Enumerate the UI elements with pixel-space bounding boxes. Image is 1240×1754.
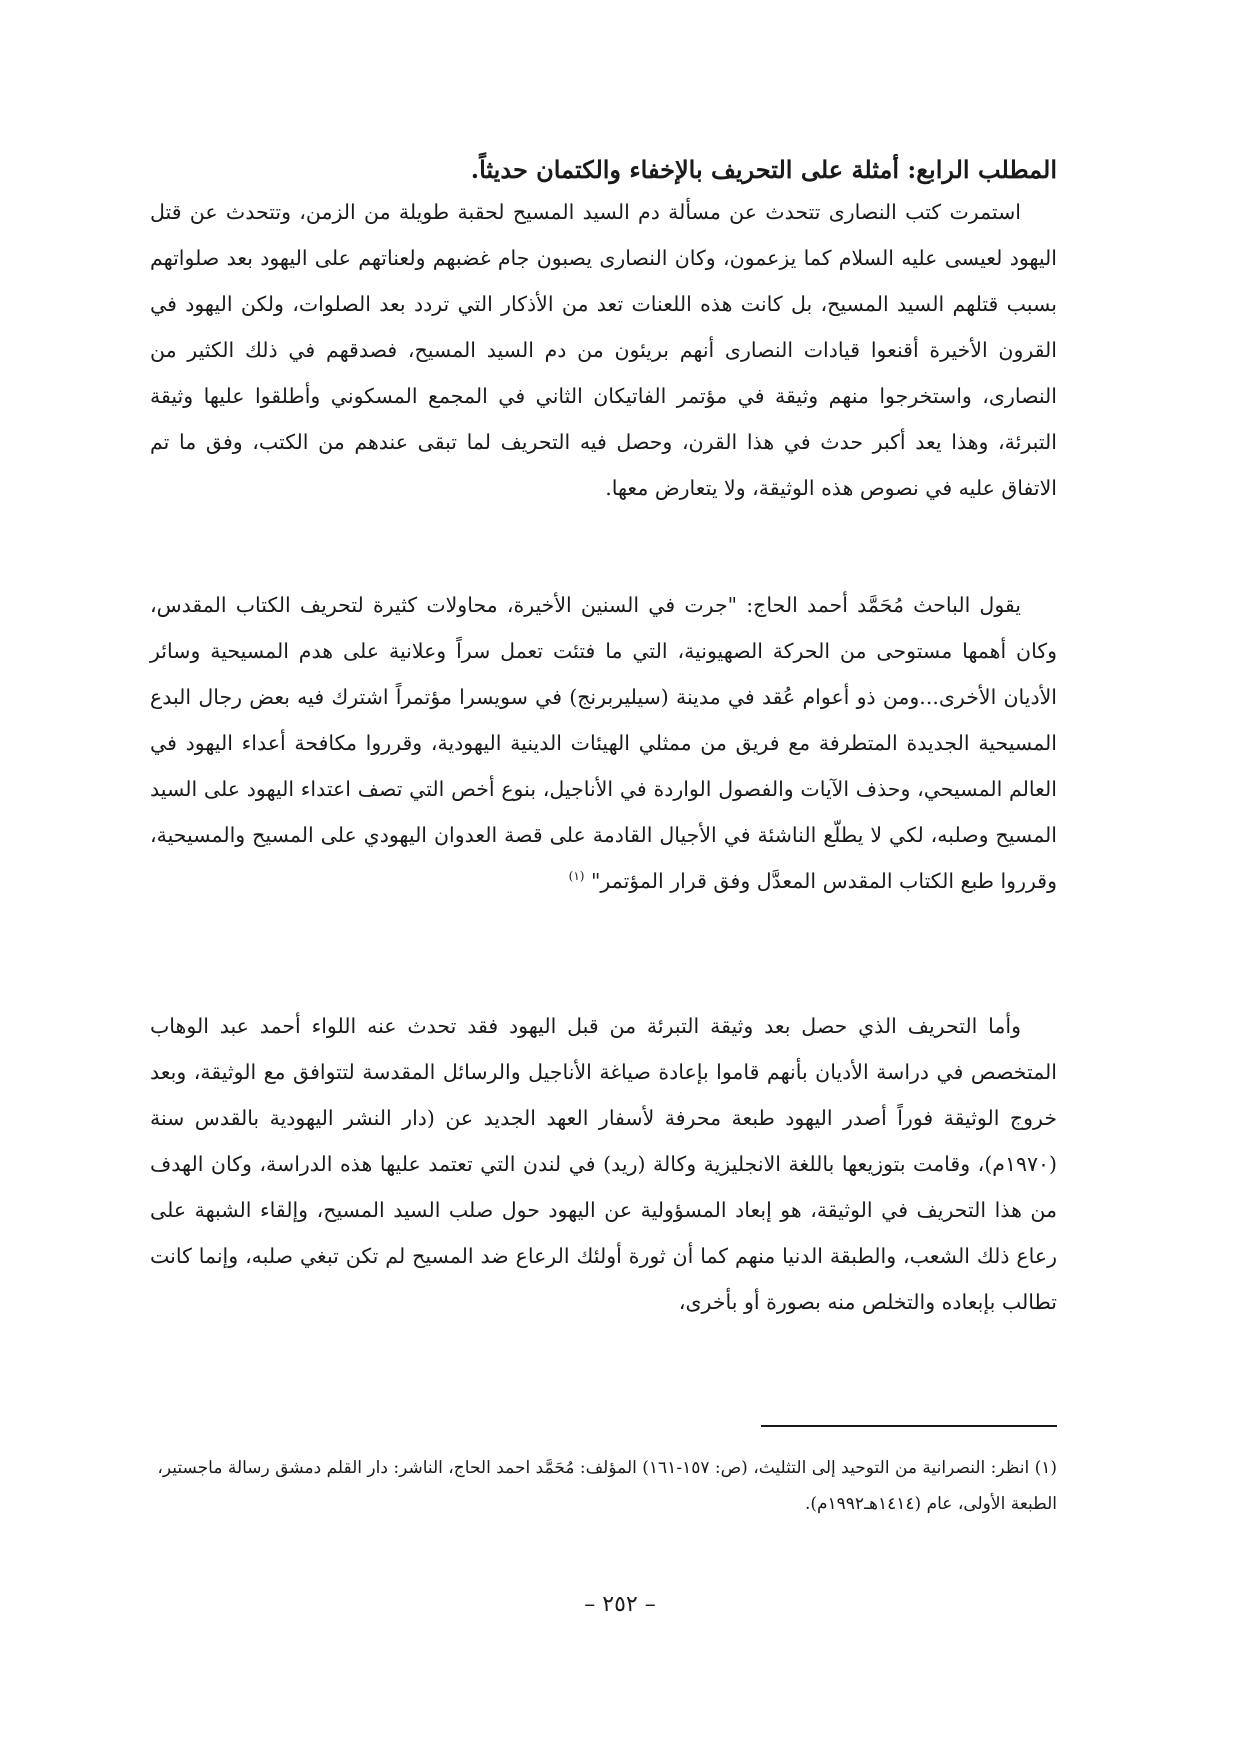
paragraph-1: استمرت كتب النصارى تتحدث عن مسألة دم السيد المسيح لحقبة طويلة من الزمن، وتتحدث عن قتل اليهود لعيسى عليه السلام كما يزعمون، وكان النصارى يصبون جام غضبهم ولعناتهم على اليهود بعد صلواتهم بسبب قتلهم السيد المسيح، بل كانت هذه اللعنات تعد من الأذكار التي تردد بعد الصلوات، ولكن اليهود في القرون الأخيرة أقنعوا قيادات النصارى أنهم بريئون من دم السيد المسيح، فصدقهم في ذلك الكثير من النصارى، واستخرجوا منهم وثيقة في مؤتمر الفاتيكان الثاني في المجمع المسكوني وأطلقوا عليها وثيقة التبرئة، وهذا يعد أكبر حدث في هذا القرن، وحصل فيه التحريف لما تبقى عندهم من الكتب، وفق ما تم الاتفاق عليه في نصوص هذه الوثيقة، ولا يتعارض معها. xyxy=(150,200,1057,500)
footnote-divider xyxy=(761,1425,1057,1427)
paragraph-3: وأما التحريف الذي حصل بعد وثيقة التبرئة من قبل اليهود فقد تحدث عنه اللواء أحمد عبد الوهاب المتخصص في دراسة الأديان بأنهم قاموا بإعادة صياغة الأناجيل والرسائل المقدسة لتتوافق مع الوثيقة، وبعد خروج الوثيقة فوراً أصدر اليهود طبعة محرفة لأسفار العهد الجديد عن (دار النشر اليهودية بالقدس سنة (١٩٧٠م)، وقامت بتوزيعها باللغة الانجليزية وكالة (ريد) في لندن التي تعتمد عليها هذه الدراسة، وكان الهدف من هذا التحريف في الوثيقة، هو إبعاد المسؤولية عن اليهود حول صلب السيد المسيح، وإلقاء الشبهة على رعاع ذلك الشعب، والطبقة الدنيا منهم كما أن ثورة أولئك الرعاع ضد المسيح لم تكن تبغي صلبه، وإنما كانت تطالب بإبعاده والتخلص منه بصورة أو بأخرى، xyxy=(150,1014,1057,1314)
section-heading: المطلب الرابع: أمثلة على التحريف بالإخفاء والكتمان حديثاً. xyxy=(470,155,1057,184)
footnote: (١) انظر: النصرانية من التوحيد إلى التثليث، (ص: ١٥٧-١٦١) المؤلف: مُحَمَّد احمد الحاج، الناشر: دار القلم دمشق رسالة ماجستير، الطبعة الأولى، عام (١٤١٤هـ١٩٩٢م). xyxy=(157,1458,1057,1514)
paragraph-2-text: يقول الباحث مُحَمَّد أحمد الحاج: "جرت في السنين الأخيرة، محاولات كثيرة لتحريف الكتاب المقدس، وكان أهمها مستوحى من الحركة الصهيونية، التي ما فتئت تعمل سراً وعلانية على هدم المسيحية وسائر الأديان الأخرى...ومن ذو أعوام عُقد في مدينة (سيليربرنج) في سويسرا مؤتمراً اشترك فيه بعض رجال البدع المسيحية الجديدة المتطرفة مع فريق من ممثلي الهيئات الدينية اليهودية، وقرروا مكافحة أعداء اليهود في العالم المسيحي، وحذف الآيات والفصول الواردة في الأناجيل، بنوع أخص التي تصف اعتداء اليهود على السيد المسيح وصلبه، لكي لا يطلّع الناشئة في الأجيال القادمة على قصة العدوان اليهودي على المسيح والمسيحية، وقرروا طبع الكتاب المقدس المعدَّل وفق قرار المؤتمر" xyxy=(150,593,1057,893)
paragraph-2 xyxy=(150,582,1057,904)
page-number: – ٢٥٢ – xyxy=(584,1592,656,1617)
footnote-reference[interactable]: (١) xyxy=(568,869,585,884)
